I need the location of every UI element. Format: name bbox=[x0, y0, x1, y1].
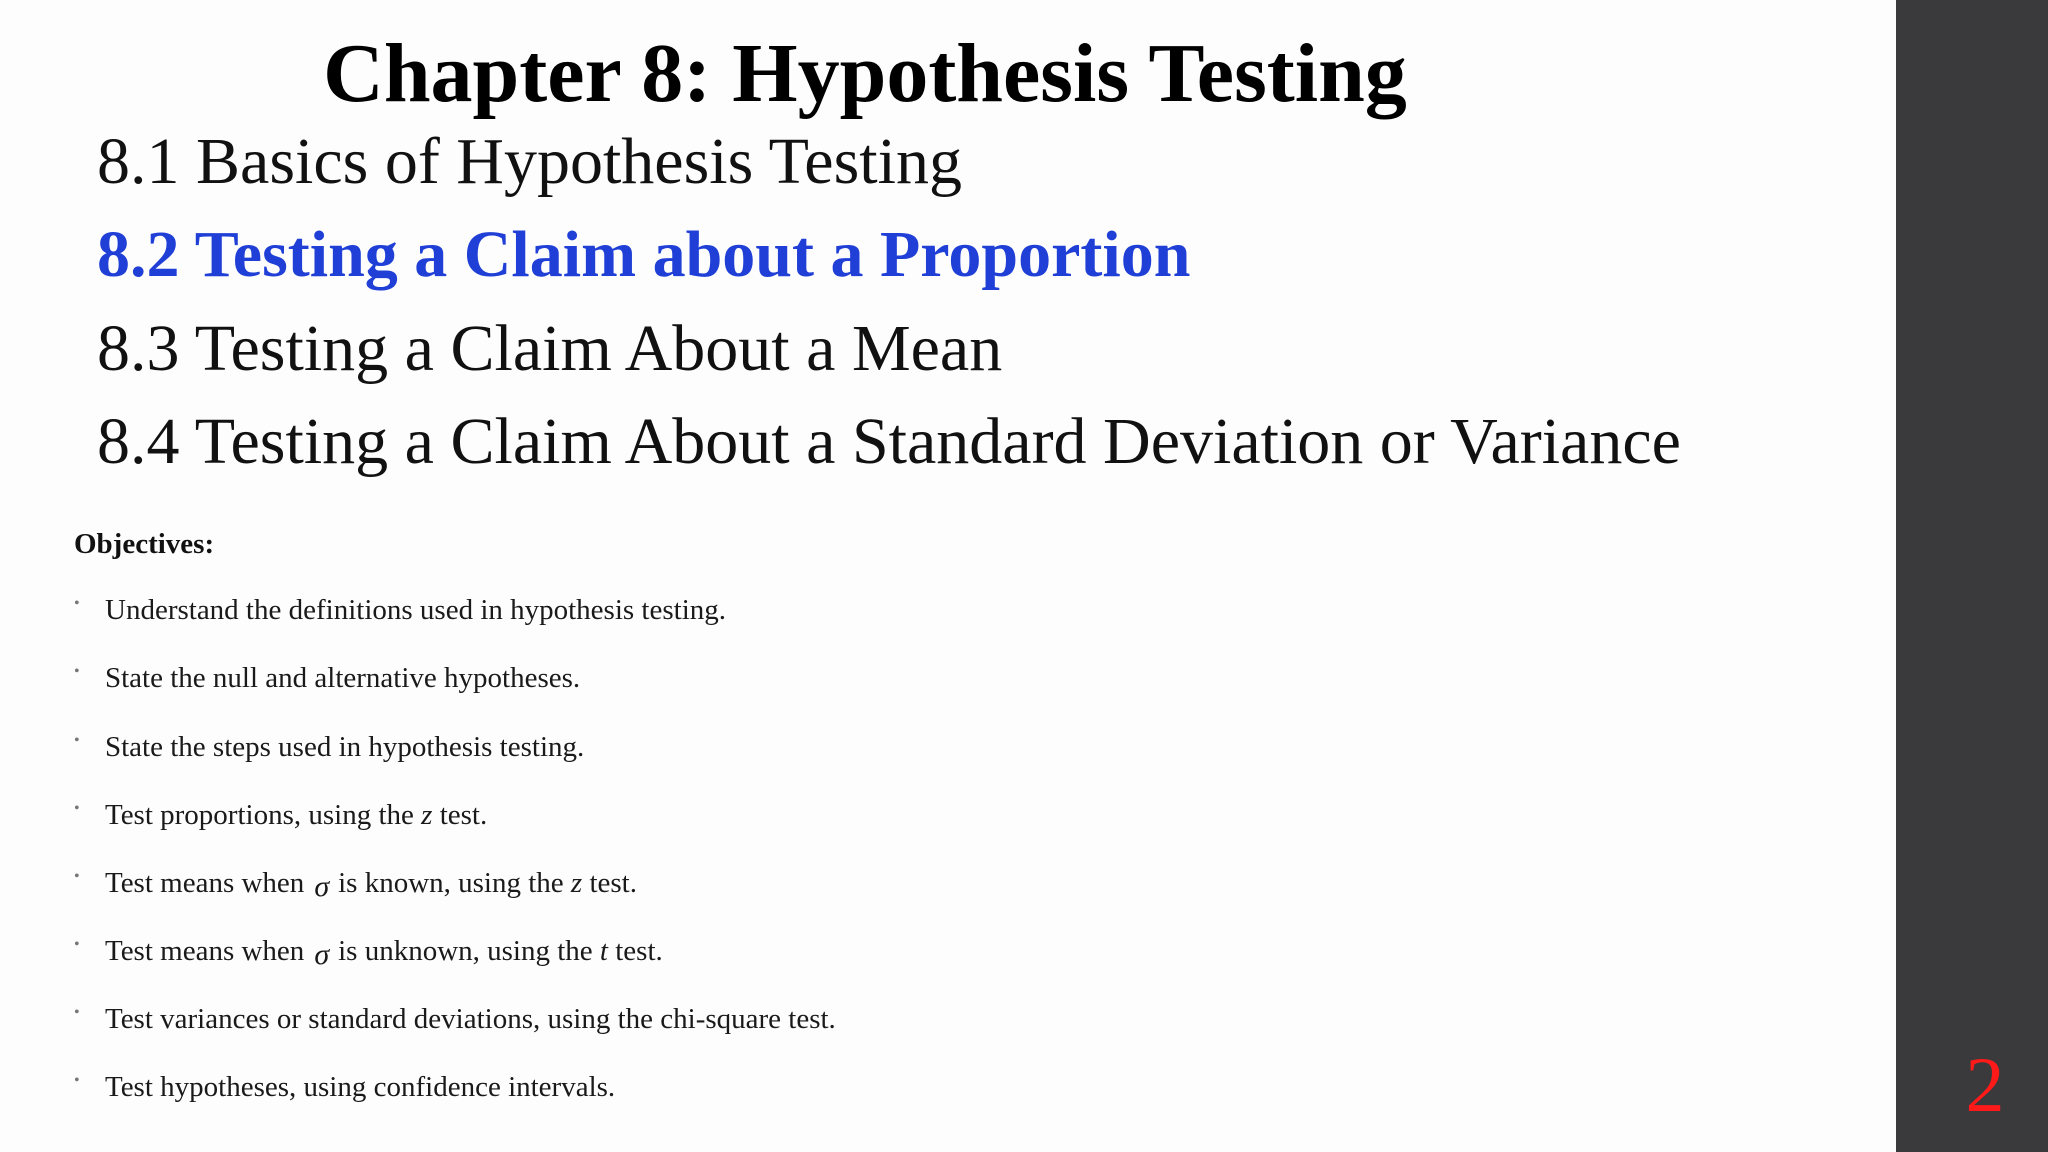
section-8-4: 8.4 Testing a Claim About a Standard Deviation or Variance bbox=[97, 405, 1681, 478]
objective-text-part: Test means when bbox=[105, 867, 305, 899]
bullet-icon: • bbox=[74, 1004, 80, 1021]
objective-text bbox=[105, 863, 637, 903]
objective-text bbox=[105, 795, 487, 835]
objectives-heading: Objectives: bbox=[74, 528, 215, 560]
objective-text-part: is known, using the bbox=[338, 867, 571, 899]
bullet-icon: • bbox=[74, 595, 80, 612]
objective-text-part: is unknown, using the bbox=[338, 935, 600, 967]
page-number: 2 bbox=[1965, 1041, 2005, 1128]
bullet-icon: • bbox=[74, 1072, 80, 1089]
objective-text-part: Test means when bbox=[105, 935, 305, 967]
t-variable: t bbox=[599, 935, 608, 967]
bullet-icon: • bbox=[74, 663, 80, 680]
objective-text-part: Test proportions, using the bbox=[105, 799, 422, 831]
z-variable: z bbox=[570, 867, 583, 899]
chapter-title: Chapter 8: Hypothesis Testing bbox=[323, 27, 1407, 120]
sigma-symbol: σ bbox=[314, 938, 330, 971]
section-8-1: 8.1 Basics of Hypothesis Testing bbox=[97, 125, 962, 198]
objective-text: State the steps used in hypothesis testing. bbox=[105, 731, 585, 763]
objective-text: Test variances or standard deviations, using the chi-square test. bbox=[105, 1003, 836, 1035]
objective-text: Understand the definitions used in hypothesis testing. bbox=[105, 594, 727, 626]
z-variable: z bbox=[421, 799, 433, 831]
objective-text bbox=[105, 931, 663, 971]
objective-text-part: test. bbox=[582, 867, 637, 899]
sigma-symbol: σ bbox=[314, 870, 330, 903]
section-8-3: 8.3 Testing a Claim About a Mean bbox=[97, 312, 1003, 385]
objective-text: State the null and alternative hypotheses. bbox=[105, 662, 581, 694]
section-8-2-current: 8.2 Testing a Claim about a Proportion bbox=[97, 218, 1191, 291]
bullet-icon: • bbox=[74, 732, 80, 749]
objective-text-part: test. bbox=[607, 935, 663, 967]
objective-text: Test hypotheses, using confidence intervals. bbox=[105, 1071, 616, 1103]
bullet-icon: • bbox=[74, 936, 80, 953]
bullet-icon: • bbox=[74, 868, 80, 885]
objective-text-part: test. bbox=[432, 799, 488, 831]
side-bar bbox=[1896, 0, 2048, 1152]
bullet-icon: • bbox=[74, 800, 80, 817]
